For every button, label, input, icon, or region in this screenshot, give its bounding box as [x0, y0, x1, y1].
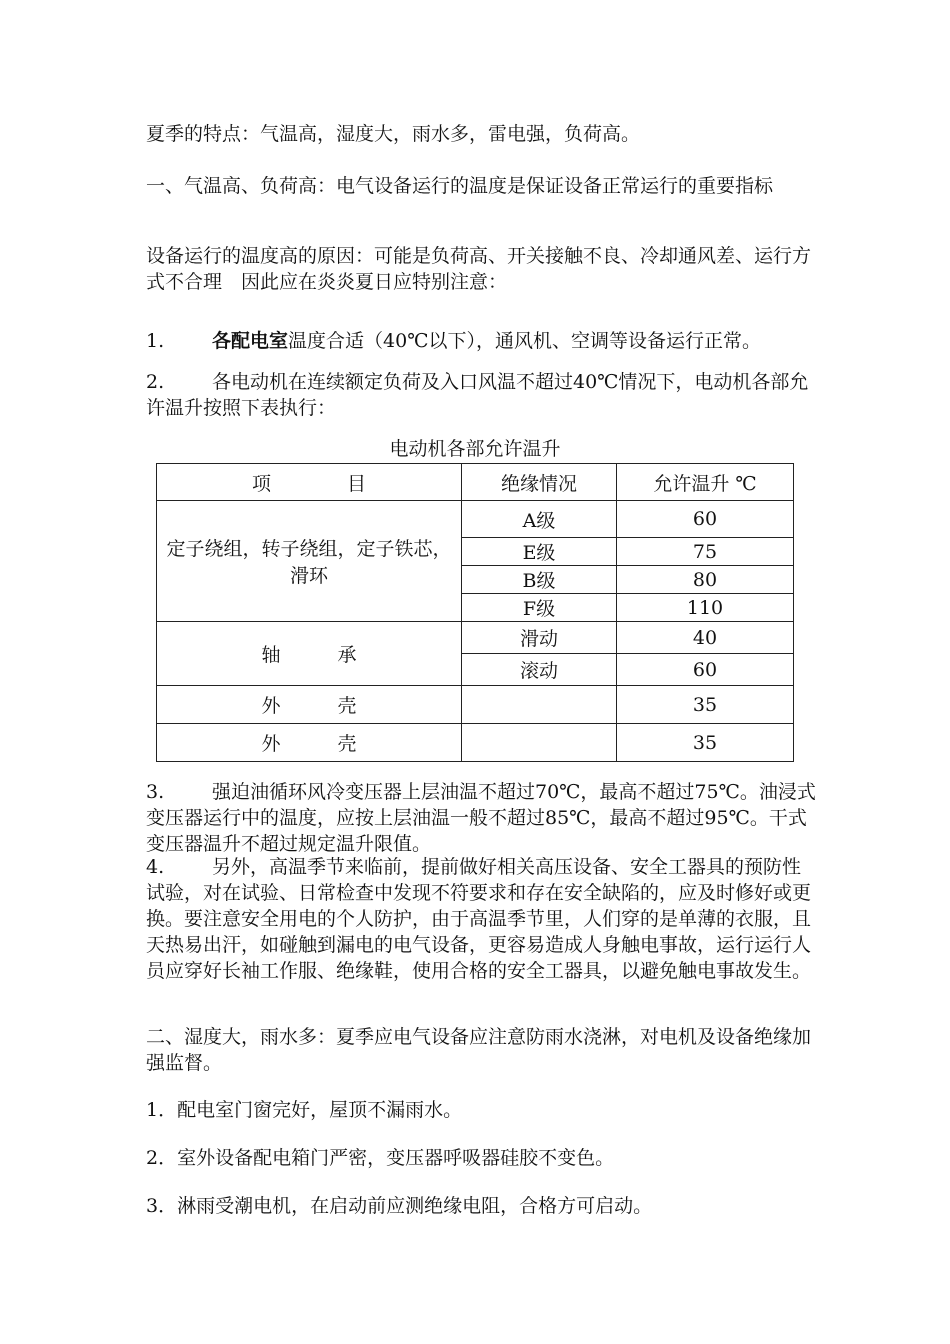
insulation-cell [462, 686, 617, 724]
header-temp-rise: 允许温升 ℃ [617, 464, 794, 501]
highlight-text: 各配电室 [212, 330, 289, 352]
list-number: 4. [146, 856, 165, 878]
cause-paragraph: 设备运行的温度高的原因：可能是负荷高、开关接触不良、冷却通风差、运行方式不合理 因此应在炎炎夏日应特别注意： [146, 245, 812, 293]
table-row [157, 622, 794, 654]
insulation-cell: B级 [462, 566, 617, 594]
list-text: 另外，高温季节来临前，提前做好相关高压设备、安全工器具的预防性试验，对在试验、日常检查中发现不符要求和存在安全缺陷的，应及时修好或更换。要注意安全用电的个人防护，由于高温季节里，人们穿的是单薄的衣服，且天热易出汗，如碰触到漏电的电气设备，更容易造成人身触电事故，运行运行人员应穿好长袖工作服、绝缘鞋，使用合格的安全工器具，以避免触电事故发生。 [146, 856, 812, 982]
value-cell: 110 [617, 594, 794, 622]
intro-paragraph: 夏季的特点：气温高，湿度大，雨水多，雷电强，负荷高。 [146, 123, 641, 145]
insulation-cell: E级 [462, 538, 617, 566]
list-text: 各电动机在连续额定负荷及入口风温不超过40℃情况下，电动机各部允许温升按照下表执行： [146, 371, 809, 419]
list-item-3 [146, 779, 816, 857]
list-number: 1. [146, 330, 165, 352]
insulation-cell: F级 [462, 594, 617, 622]
item-cell: 外 壳 [157, 724, 462, 762]
header-insulation: 绝缘情况 [462, 464, 617, 501]
insulation-cell: 滚动 [462, 654, 617, 686]
list-number: 2. [146, 371, 165, 393]
section2-heading: 二、湿度大，雨水多：夏季应电气设备应注意防雨水浇淋，对电机及设备绝缘加强监督。 [146, 1026, 812, 1074]
list-number: 3. [146, 781, 165, 803]
table-row [157, 724, 794, 762]
temperature-table [156, 463, 794, 762]
insulation-cell [462, 724, 617, 762]
list-item-4 [146, 854, 816, 984]
insulation-cell: A级 [462, 501, 617, 538]
section2-item-2: 2．室外设备配电箱门严密，变压器呼吸器硅胶不变色。 [146, 1147, 615, 1169]
group-bearing: 轴 承 [157, 622, 462, 686]
section2-item-3: 3．淋雨受潮电机，在启动前应测绝缘电阻，合格方可启动。 [146, 1195, 653, 1217]
header-item: 项 目 [157, 464, 462, 501]
list-text: 强迫油循环风冷变压器上层油温不超过70℃，最高不超过75℃。油浸式变压器运行中的温度，应按上层油温一般不超过85℃，最高不超过95℃。干式变压器温升不超过规定温升限值。 [146, 781, 816, 855]
item-cell: 外 壳 [157, 686, 462, 724]
value-cell: 35 [617, 724, 794, 762]
value-cell: 80 [617, 566, 794, 594]
value-cell: 60 [617, 501, 794, 538]
table-row [157, 501, 794, 538]
value-cell: 75 [617, 538, 794, 566]
value-cell: 40 [617, 622, 794, 654]
section2-item-1: 1．配电室门窗完好，屋顶不漏雨水。 [146, 1099, 463, 1121]
table-row [157, 686, 794, 724]
table-header-row [157, 464, 794, 501]
table-caption: 电动机各部允许温升 [389, 438, 561, 460]
group-stator-rotor: 定子绕组，转子绕组，定子铁芯，滑环 [157, 501, 462, 622]
list-text: 温度合适（40℃以下），通风机、空调等设备运行正常。 [288, 330, 761, 352]
list-item-2 [146, 369, 816, 421]
insulation-cell: 滑动 [462, 622, 617, 654]
list-item-1 [146, 328, 816, 354]
value-cell: 35 [617, 686, 794, 724]
value-cell: 60 [617, 654, 794, 686]
section1-heading: 一、气温高、负荷高：电气设备运行的温度是保证设备正常运行的重要指标 [146, 175, 774, 197]
